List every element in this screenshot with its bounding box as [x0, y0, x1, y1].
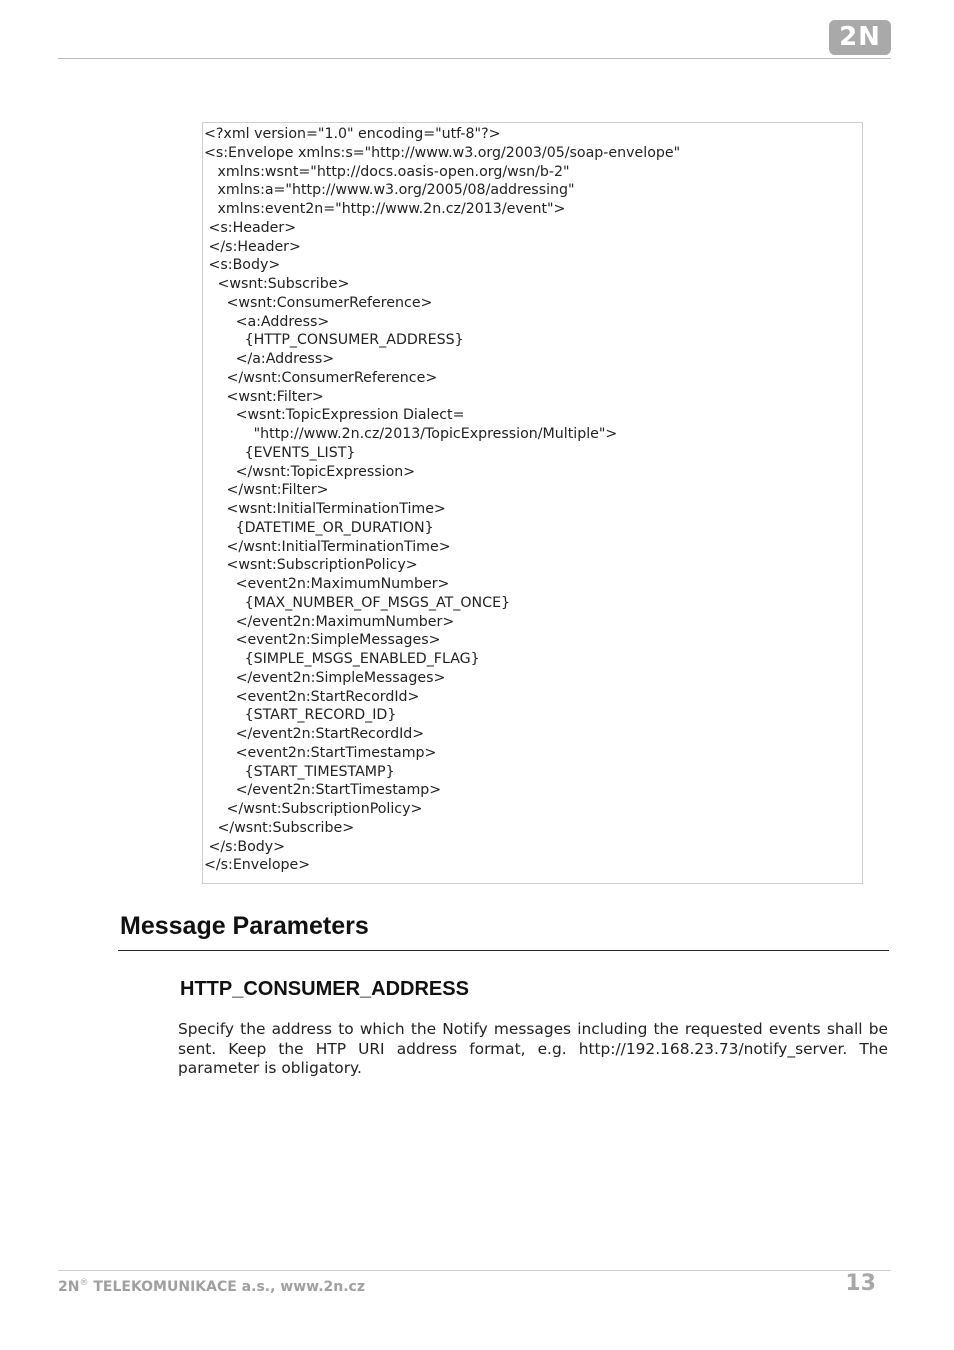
code-line: </event2n:SimpleMessages> [204, 669, 446, 686]
code-line: <wsnt:Subscribe> [204, 276, 350, 292]
code-line: </event2n:StartTimestamp> [204, 782, 442, 799]
code-line: <event2n:StartTimestamp> [204, 744, 437, 761]
code-line: </a:Address> [204, 351, 335, 367]
code-line: xmlns:a="http://www.w3.org/2005/08/addressing" [204, 182, 575, 199]
code-line: xmlns:wsnt="http://docs.oasis-open.org/wsn/b-2" [204, 163, 570, 180]
section-divider [118, 950, 889, 951]
code-line: </s:Header> [204, 238, 301, 255]
code-line: </event2n:StartRecordId> [204, 726, 425, 742]
code-line: <s:Header> [204, 219, 297, 236]
code-line: {HTTP_CONSUMER_ADDRESS} [204, 332, 464, 349]
code-line: {DATETIME_OR_DURATION} [204, 519, 434, 536]
code-line: </s:Envelope> [204, 857, 311, 874]
footer-brand: 2N [58, 1279, 80, 1295]
section-heading: Message Parameters [120, 912, 369, 940]
code-line: <wsnt:SubscriptionPolicy> [204, 557, 418, 574]
code-line: <wsnt:Filter> [204, 388, 324, 405]
code-line: </s:Body> [204, 838, 286, 855]
code-line: {START_TIMESTAMP} [204, 763, 395, 780]
code-line: <s:Envelope xmlns:s="http://www.w3.org/2003/05/soap-envelope" [204, 144, 681, 161]
code-line: </wsnt:ConsumerReference> [204, 369, 438, 386]
code-line: <wsnt:ConsumerReference> [204, 294, 433, 311]
code-line: <wsnt:TopicExpression Dialect= [204, 407, 465, 424]
code-line: {START_RECORD_ID} [204, 707, 397, 724]
code-line: <wsnt:InitialTerminationTime> [204, 501, 446, 517]
page-number: 13 [845, 1271, 876, 1296]
code-line: <a:Address> [204, 313, 330, 330]
code-line: xmlns:event2n="http://www.2n.cz/2013/event"> [204, 201, 566, 217]
registered-mark: ® [79, 1278, 89, 1288]
code-line: {EVENTS_LIST} [204, 444, 356, 461]
code-line: </wsnt:TopicExpression> [204, 463, 416, 480]
code-line: "http://www.2n.cz/2013/TopicExpression/Multiple"> [204, 426, 618, 442]
code-line: {MAX_NUMBER_OF_MSGS_AT_ONCE} [204, 594, 511, 611]
xml-code-block [202, 122, 863, 884]
footer-company [58, 1278, 365, 1295]
code-line: </event2n:MaximumNumber> [204, 613, 455, 630]
code-line: <s:Body> [204, 257, 281, 274]
code-line: <?xml version="1.0" encoding="utf-8"?> [204, 126, 501, 142]
footer-divider [58, 1270, 891, 1271]
parameter-description: Specify the address to which the Notify messages including the requested events shall be sent. Keep the HTP URI address format, e.g. http://192.168.23.73/notify_server. The parameter is obligatory. [178, 1020, 888, 1077]
code-line: <event2n:StartRecordId> [204, 688, 420, 705]
code-line: <event2n:MaximumNumber> [204, 576, 450, 592]
code-line: <event2n:SimpleMessages> [204, 632, 441, 649]
code-line: </wsnt:Filter> [204, 482, 329, 499]
code-line: </wsnt:SubscriptionPolicy> [204, 801, 423, 817]
code-line: {SIMPLE_MSGS_ENABLED_FLAG} [204, 651, 480, 667]
parameter-heading: HTTP_CONSUMER_ADDRESS [180, 978, 469, 1000]
code-line: </wsnt:Subscribe> [204, 819, 355, 836]
brand-logo: 2N [829, 20, 891, 55]
footer-company-text: TELEKOMUNIKACE a.s., www.2n.cz [88, 1279, 365, 1295]
code-line: </wsnt:InitialTerminationTime> [204, 538, 451, 555]
header-divider [58, 58, 891, 59]
